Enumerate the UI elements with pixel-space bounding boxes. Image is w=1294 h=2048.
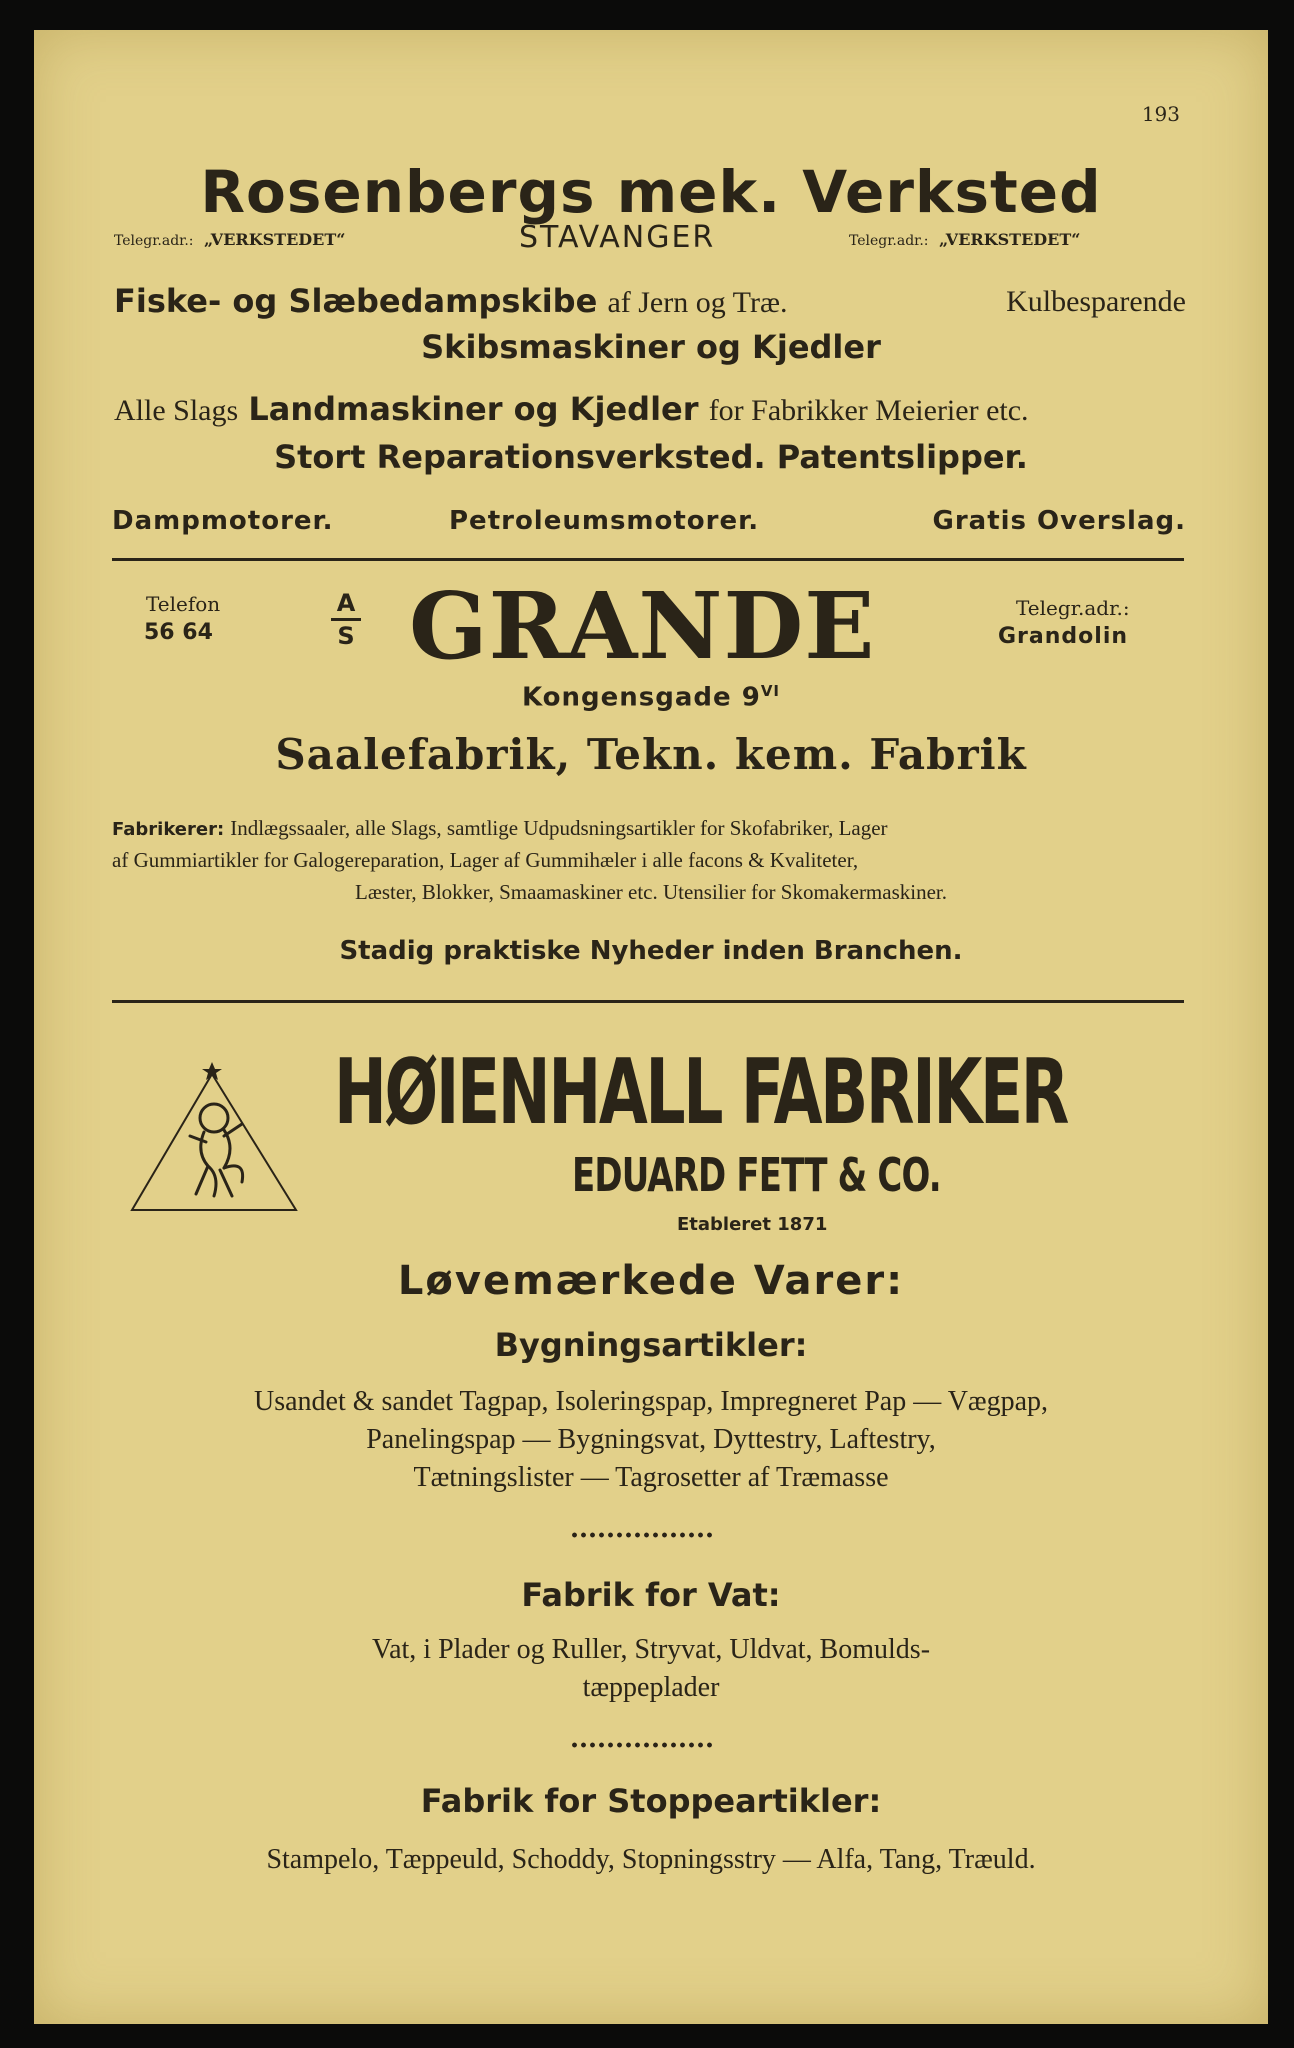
ad3-title: HØIENHALL FABRIKER xyxy=(334,1040,1068,1145)
divider-1 xyxy=(112,558,1184,561)
ad1-teleg-left: Telegr.adr.: „VERKSTEDET“ xyxy=(114,230,346,249)
ad2-teleg-value: Grandolin xyxy=(998,624,1129,649)
ad3-section2-line2: tæppeplader xyxy=(582,1672,720,1703)
ad1-title: Rosenbergs mek. Verksted xyxy=(200,158,1102,226)
ad2-telefon-label: Telefon xyxy=(146,592,221,616)
ad3-section3-title: Fabrik for Stoppeartikler: xyxy=(420,1782,882,1820)
dotted-separator-2 xyxy=(570,1742,714,1748)
ad3-established: Etableret 1871 xyxy=(677,1214,828,1235)
lion-triangle-logo xyxy=(124,1056,304,1216)
ad3-section2-title: Fabrik for Vat: xyxy=(521,1576,781,1614)
ad3-company: EDUARD FETT & CO. xyxy=(572,1148,941,1202)
ad3-section1-title: Bygningsartikler: xyxy=(494,1326,808,1364)
ad1-line2: Skibsmaskiner og Kjedler xyxy=(421,328,881,366)
ad2-name: GRANDE xyxy=(409,572,876,680)
ad1-line4: Stort Reparationsverksted. Patentslipper. xyxy=(274,438,1028,476)
ad3-heading: Løvemærkede Varer: xyxy=(397,1258,905,1304)
ad2-subtitle: Saalefabrik, Tekn. kem. Fabrik xyxy=(275,730,1027,779)
ad1-footer-1: Dampmotorer. xyxy=(112,506,334,536)
ad1-line1: Fiske- og Slæbedampskibe af Jern og Træ. xyxy=(114,282,788,320)
ad1-line1-end: Kulbesparende xyxy=(1006,285,1186,318)
ad1-footer-3: Gratis Overslag. xyxy=(932,506,1186,536)
ad1-line3: Alle Slags Landmaskiner og Kjedler for Fabrikker Meierier etc. xyxy=(114,390,1029,428)
ad2-telefon-number: 56 64 xyxy=(144,620,213,645)
ad3-section1-line1: Usandet & sandet Tagpap, Isoleringspap, Impregneret Pap — Vægpap, xyxy=(253,1386,1049,1417)
ad2-desc2: af Gummiartikler for Galogereparation, Lager af Gummihæler i alle facons & Kvaliteter, xyxy=(112,848,859,872)
page-number: 193 xyxy=(1141,102,1180,126)
divider-2 xyxy=(112,1000,1184,1003)
ad2-tagline: Stadig praktiske Nyheder inden Branchen. xyxy=(339,936,963,966)
ad2-desc1: Fabrikerer: Indlægssaaler, alle Slags, samtlige Udpudsningsartikler for Skofabriker, Lager xyxy=(112,816,888,840)
document-page xyxy=(34,30,1268,2024)
ad1-footer-2: Petroleumsmotorer. xyxy=(449,506,760,536)
ad1-city: STAVANGER xyxy=(519,220,716,255)
ad2-address: Kongensgade $9^{VI}$ xyxy=(521,682,781,713)
ad3-section1-line3: Tætningslister — Tagrosetter af Træmasse xyxy=(413,1462,889,1493)
ad3-section1-line2: Panelingspap — Bygningsvat, Dyttestry, Laftestry, xyxy=(366,1424,936,1455)
ad1-teleg-right: Telegr.adr.: „VERKSTEDET“ xyxy=(849,230,1081,249)
ad2-desc3: Læster, Blokker, Smaamaskiner etc. Utensilier for Skomakermaskiner. xyxy=(355,880,947,904)
ad3-section3-line1: Stampelo, Tæppeuld, Schoddy, Stopningsstry — Alfa, Tang, Træuld. xyxy=(266,1844,1036,1875)
ad2-as-mark: A S xyxy=(331,590,361,649)
ad2-teleg-label: Telegr.adr.: xyxy=(1016,596,1130,620)
dotted-separator-1 xyxy=(570,1532,714,1538)
ad3-section2-line1: Vat, i Plader og Ruller, Stryvat, Uldvat, Bomulds- xyxy=(371,1634,931,1665)
